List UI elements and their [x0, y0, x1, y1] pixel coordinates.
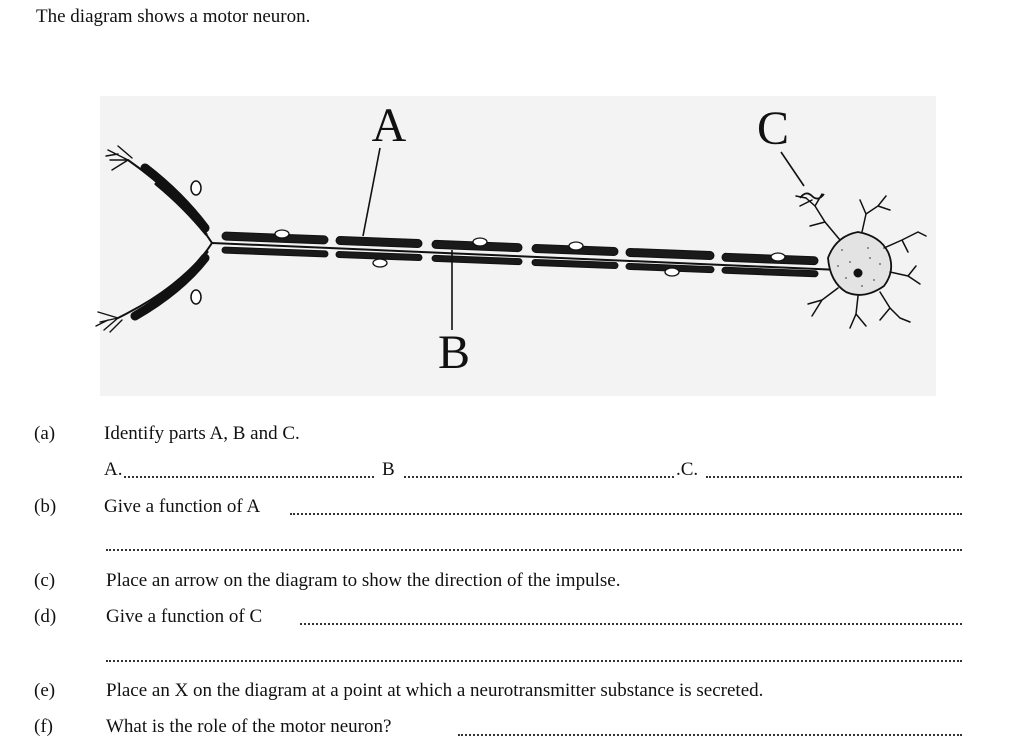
answer-f-line[interactable] — [458, 734, 962, 736]
question-number: (a) — [34, 423, 56, 444]
question-number: (b) — [34, 496, 57, 517]
question-number: (e) — [34, 680, 56, 701]
answer-b-function-line-1[interactable] — [290, 513, 962, 515]
answer-a-line[interactable] — [124, 476, 374, 478]
question-number: (d) — [34, 606, 57, 627]
label-c: C — [756, 102, 790, 155]
nucleus — [854, 269, 863, 278]
question-text: Identify parts A, B and C. — [104, 423, 300, 444]
intro-text: The diagram shows a motor neuron. — [36, 6, 311, 27]
label-b: B — [437, 326, 471, 379]
question-text: Give a function of C — [106, 606, 263, 627]
answer-b-label: B — [382, 459, 395, 480]
answer-a-label: A. — [104, 459, 123, 480]
answer-d-line-2[interactable] — [106, 660, 962, 662]
question-number: (c) — [34, 570, 56, 591]
question-text: What is the role of the motor neuron? — [106, 716, 392, 737]
question-text: Place an arrow on the diagram to show the direction of the impulse. — [106, 570, 621, 591]
question-number: (f) — [34, 716, 53, 737]
answer-c-line[interactable] — [706, 476, 962, 478]
answer-c-label: .C. — [676, 459, 699, 480]
label-a: A — [371, 99, 407, 152]
question-text: Give a function of A — [104, 496, 261, 517]
answer-d-line-1[interactable] — [300, 623, 962, 625]
answer-b-function-line-2[interactable] — [106, 549, 962, 551]
answer-b-line[interactable] — [404, 476, 674, 478]
question-text: Place an X on the diagram at a point at which a neurotransmitter substance is secreted. — [106, 680, 764, 701]
